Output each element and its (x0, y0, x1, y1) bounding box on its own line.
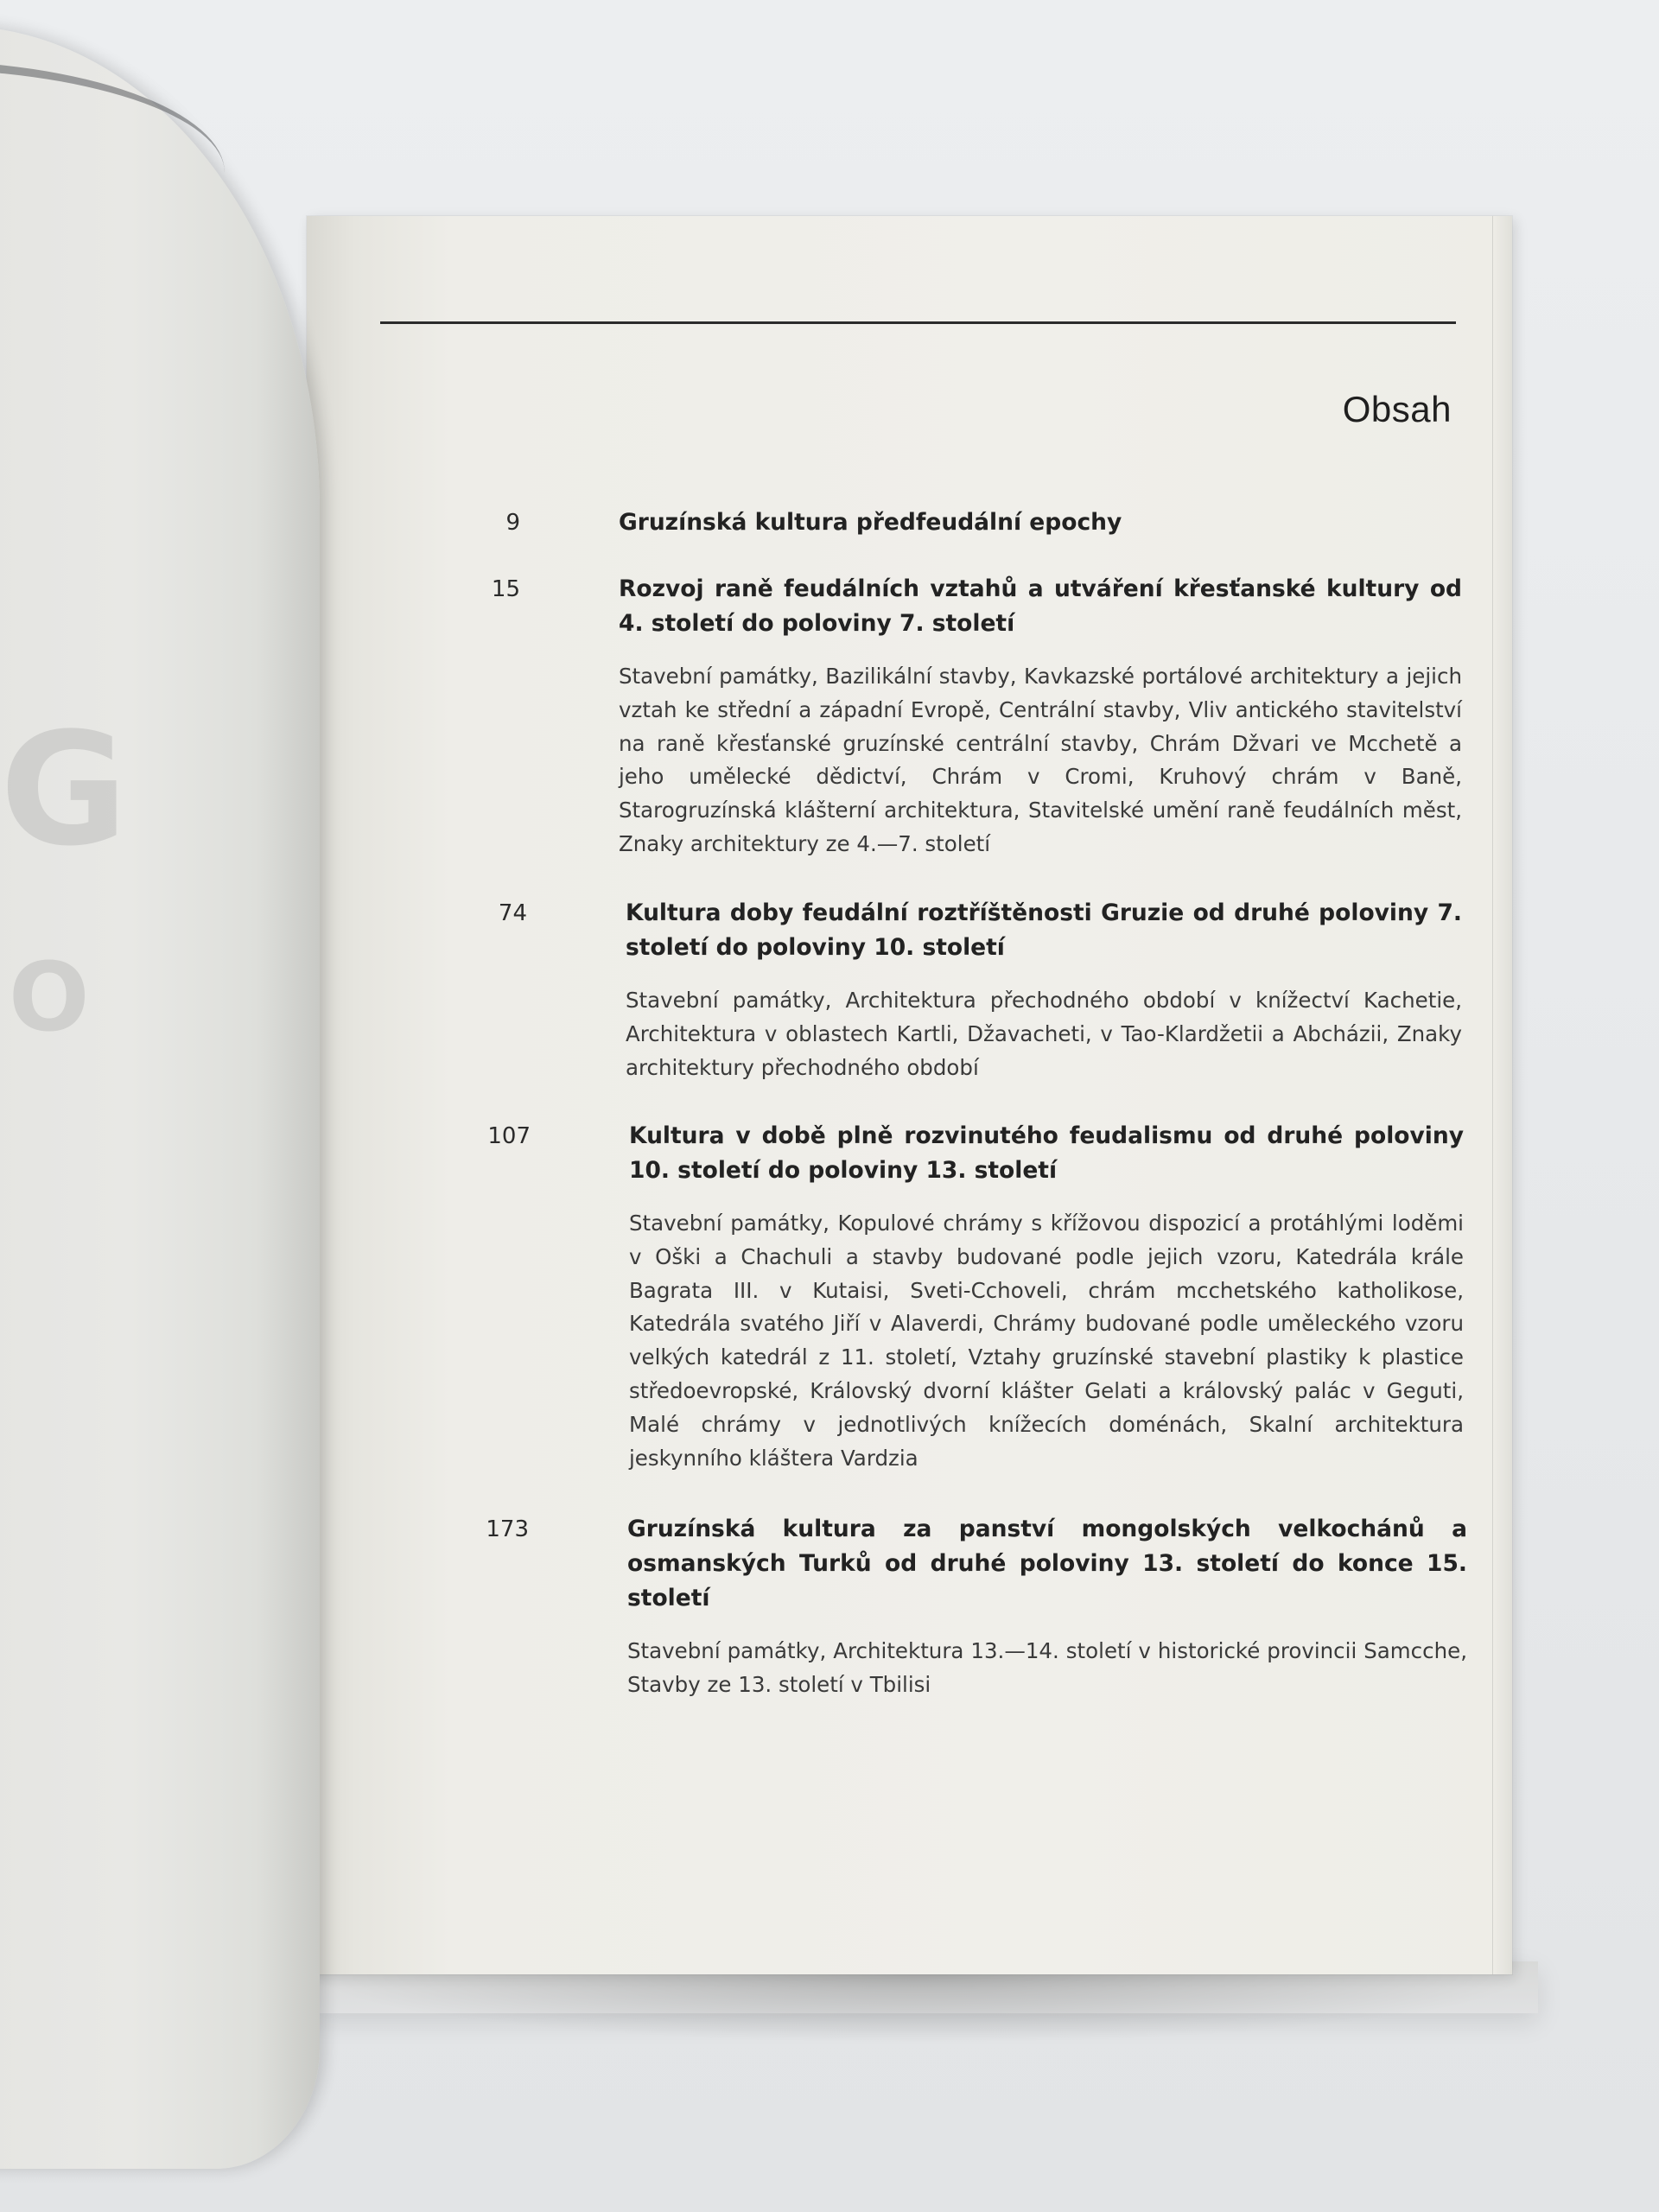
entry-page-number: 173 (486, 1516, 529, 1542)
toc-entry (498, 896, 1462, 1084)
show-through-glyph: O (9, 942, 90, 1052)
entry-page-number: 9 (505, 510, 520, 536)
entry-page-number: 15 (491, 576, 520, 602)
entry-page-number: 74 (498, 900, 527, 926)
page-title: Obsah (1342, 389, 1452, 429)
entry-heading: Kultura v době plně rozvinutého feudalismu od druhé poloviny 10. století do poloviny 13. století (629, 1122, 1464, 1184)
show-through-glyph: G (0, 700, 128, 880)
toc-entry (487, 1119, 1464, 1475)
toc-entry (486, 1512, 1467, 1702)
toc-entry (505, 505, 1462, 540)
entry-description: Stavební památky, Bazilikální stavby, Kavkazské portálové architektury a jejich vztah ke střední a západní Evropě, Centrální stavby, Vliv antického stavitelství na raně křesťanské gruzínské centrální stavby, Chrám Džvari ve Mcchetě a jeho umělecké dědictví, Chrám v Cromi, Kruhový chrám v Baně, Starogruzínská klášterní architektura, Stavitelské umění raně feudálních měst, Znaky architektury ze 4.—7. století (619, 664, 1462, 856)
entry-heading: Gruzínská kultura předfeudální epochy (619, 509, 1122, 536)
entry-description: Stavební památky, Architektura 13.—14. století v historické provincii Samcche, Stavby ze 13. století v Tbilisi (627, 1638, 1467, 1697)
entry-heading: Rozvoj raně feudálních vztahů a utváření křesťanské kultury od 4. století do poloviny 7. století (619, 575, 1462, 637)
entry-heading: Kultura doby feudální roztříštěnosti Gruzie od druhé poloviny 7. století do poloviny 10. století (626, 899, 1462, 961)
entry-page-number: 107 (487, 1123, 531, 1149)
toc-entry (491, 572, 1462, 861)
entry-heading: Gruzínská kultura za panství mongolských velkochánů a osmanských Turků od druhé poloviny 13. století do konce 15. století (627, 1516, 1467, 1611)
entry-description: Stavební památky, Kopulové chrámy s křížovou dispozicí a protáhlými loděmi v Oški a Chachuli a stavby budované podle jejich vzoru, Katedrála krále Bagrata III. v Kutaisi, Sveti-Cchoveli, chrám mcchetského katholikose, Katedrála svatého Jiří v Alaverdi, Chrámy budované podle uměleckého vzoru velkých katedrál z 11. století, Vztahy gruzínské stavební plastiky k plastice středoevropské, Královský dvorní klášter Gelati a královský palác v Geguti, Malé chrámy v jednotlivých knížecích doménách, Skalní architektura jeskynního kláštera Vardzia (629, 1211, 1464, 1471)
entry-description: Stavební památky, Architektura přechodného období v knížectví Kachetie, Architektura v oblastech Kartli, Džavacheti, v Tao-Klardžetii a Abcházii, Znaky architektury přechodného období (626, 988, 1462, 1080)
